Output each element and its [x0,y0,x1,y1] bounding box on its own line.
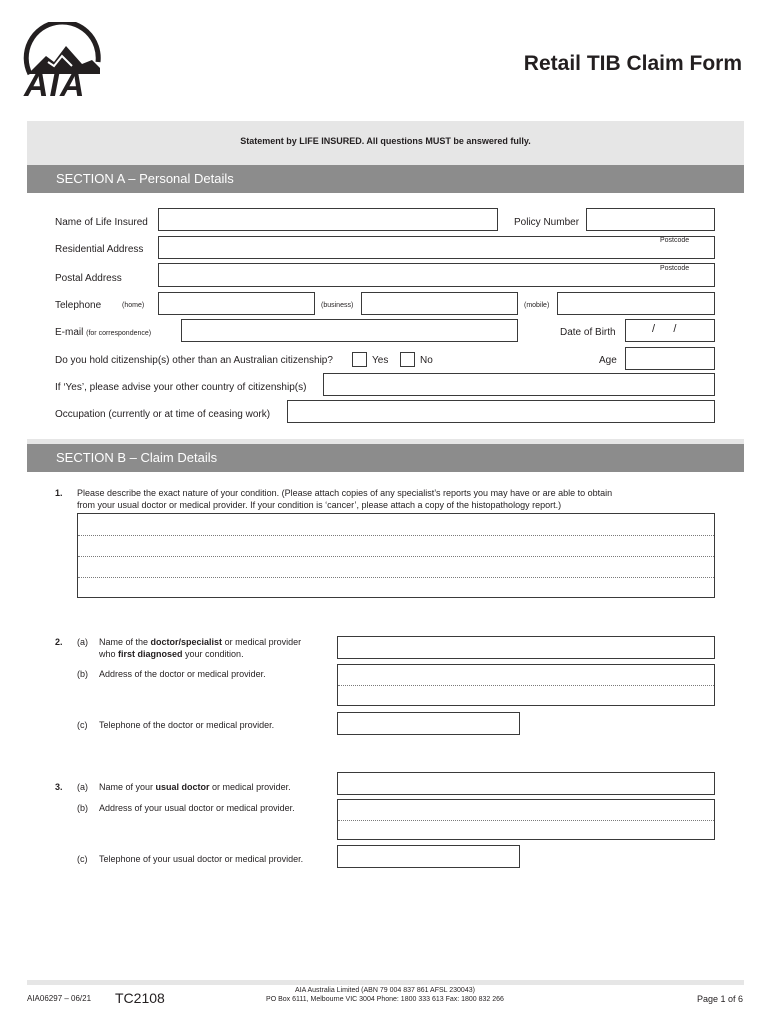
usual-doctor-address-input[interactable] [337,799,715,840]
name-input[interactable] [158,208,498,231]
aia-logo [22,22,104,102]
postal-label: Postal Address [55,273,122,284]
section-a-heading: SECTION A – Personal Details [27,165,744,193]
q2a-text-line2 [99,649,244,659]
q2a-pre: Name of the [99,637,151,647]
logo-text: AIA [24,66,86,104]
business-label: (business) [321,302,354,309]
q2c-letter: (c) [77,720,88,730]
q3b-text: Address of your usual doctor or medical provider. [99,803,295,813]
diagnosing-doctor-phone-input[interactable] [337,712,520,735]
residential-address-input[interactable] [158,236,715,259]
statement-text: Statement by LIFE INSURED. All questions MUST be answered fully. [240,136,531,146]
q3c-text: Telephone of your usual doctor or medical provider. [99,854,304,864]
occupation-input[interactable] [287,400,715,423]
writing-line [338,820,714,821]
company-line-1: AIA Australia Limited (ABN 79 004 837 861 AFSL 230043) [295,987,475,994]
residential-label: Residential Address [55,244,144,255]
postcode-label: Postcode [660,237,690,244]
q3a-letter: (a) [77,782,88,792]
usual-doctor-phone-input[interactable] [337,845,520,868]
diagnosing-doctor-name-input[interactable] [337,636,715,659]
q3b-letter: (b) [77,803,88,813]
email-input[interactable] [181,319,518,342]
dob-separators: / / [652,323,677,335]
tc-code: TC2108 [115,990,165,1006]
citizenship-question: Do you hold citizenship(s) other than an Australian citizenship? [55,355,333,366]
age-input[interactable] [625,347,715,370]
section-b-heading: SECTION B – Claim Details [27,444,744,472]
postal-address-input[interactable] [158,263,715,287]
q2a-line2-pre: who [99,649,119,659]
no-label: No [420,355,433,366]
policy-label: Policy Number [514,217,580,228]
other-country-label: If ‘Yes’, please advise your other country of citizenship(s) [55,382,307,393]
yes-label: Yes [372,355,389,366]
email-label-text: E-mail [55,327,84,338]
dob-input[interactable] [625,319,715,342]
mobile-phone-input[interactable] [557,292,715,315]
age-label: Age [599,355,617,366]
telephone-label: Telephone [55,300,102,311]
writing-line [338,685,714,686]
q2b-text: Address of the doctor or medical provider. [99,669,266,679]
q3a-bold: usual doctor [155,782,210,792]
q3c-letter: (c) [77,854,88,864]
citizenship-no-checkbox[interactable] [400,352,415,367]
business-phone-input[interactable] [361,292,518,315]
citizenship-yes-checkbox[interactable] [352,352,367,367]
name-label: Name of Life Insured [55,217,148,228]
q2a-text-line1 [99,637,301,647]
postcode-label-2: Postcode [660,265,690,272]
writing-line [78,556,714,557]
page-number: Page 1 of 6 [696,994,743,1004]
condition-description-input[interactable] [77,513,715,598]
q2-number: 2. [55,637,63,647]
form-code: AIA06297 – 06/21 [27,994,92,1003]
q3a-pre: Name of your [99,782,156,792]
q1-text-line2: from your usual doctor or medical provider. If your condition is ‘cancer’, please attach a copy of the histopathology report.) [77,500,562,510]
policy-number-input[interactable] [586,208,715,231]
q1-text-line1: Please describe the exact nature of your condition. (Please attach copies of any specialist’s reports you may have or are able to obtain [77,488,613,498]
q2a-bold: doctor/specialist [150,637,223,647]
email-label-sub: (for correspondence) [86,330,152,337]
q2a-post: or medical provider [222,637,302,647]
company-line-2: PO Box 6111, Melbourne VIC 3004 Phone: 1800 333 613 Fax: 1800 832 266 [266,996,504,1003]
q2b-letter: (b) [77,669,88,679]
other-country-input[interactable] [323,373,715,396]
email-label [55,327,151,338]
home-label: (home) [122,302,145,309]
q3-number: 3. [55,782,63,792]
page-title: Retail TIB Claim Form [523,52,742,75]
q3a-text [99,782,291,792]
mobile-label: (mobile) [524,302,550,309]
writing-line [78,535,714,536]
q2a-line2-bold: first diagnosed [118,649,183,659]
home-phone-input[interactable] [158,292,315,315]
diagnosing-doctor-address-input[interactable] [337,664,715,706]
q2a-line2-post: your condition. [182,649,244,659]
occupation-label: Occupation (currently or at time of ceasing work) [55,409,271,420]
q2a-letter: (a) [77,637,88,647]
usual-doctor-name-input[interactable] [337,772,715,795]
q2c-text: Telephone of the doctor or medical provider. [99,720,275,730]
q3a-post: or medical provider. [209,782,291,792]
dob-label: Date of Birth [560,327,616,338]
writing-line [78,577,714,578]
q1-number: 1. [55,488,63,498]
